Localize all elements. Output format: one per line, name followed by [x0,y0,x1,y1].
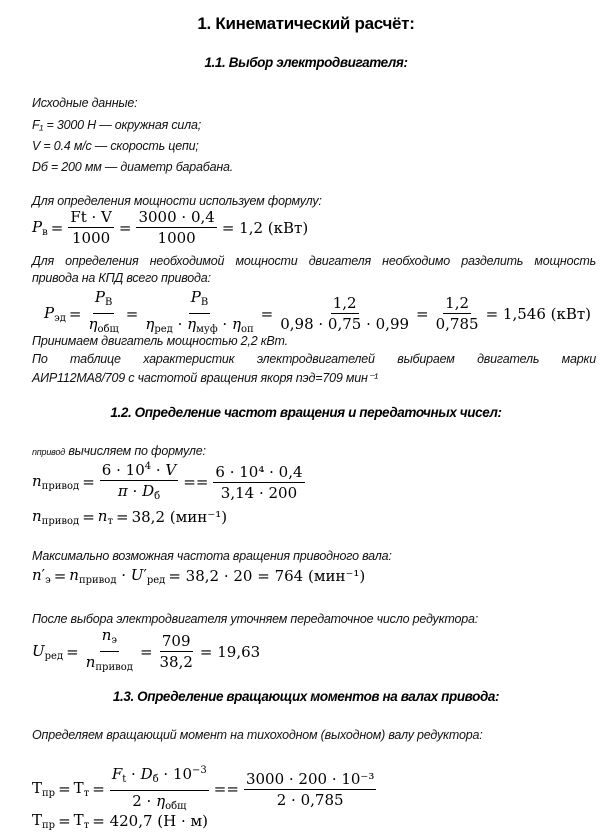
given-line-force: F₁ = 3000 Н — окружная сила; [32,118,202,132]
table-text: По таблице характеристик электродвигателей выбираем двигатель марки [32,352,596,366]
efficiency-text-2: привода на КПД всего привода: [32,271,211,285]
max-speed-text: Максимально возможная частота вращения приводного вала: [32,549,392,563]
efficiency-text: Для определения необходимой мощности двигателя необходимо разделить мощность [32,254,596,268]
refine-ratio-text: После выбора электродвигателя уточняем передаточное число редуктора: [32,612,479,626]
fraction-den: 1000 [157,229,196,247]
formula-drive-speed-result: $n_{привод}$ = $n_т$ = 38,2 (мин⁻¹) [32,507,228,527]
formula-torque-result: $T_{пр}$ = $T_т$ = 420,7 (Н · м) [32,811,209,831]
fraction-num: 3000 · 200 · 10⁻³ [245,769,375,788]
given-line-diameter: Dб = 200 мм — диаметр барабана. [32,160,234,174]
formula-result: = 1,2 (кВт) [221,218,309,237]
power-intro-text: Для определения мощности используем формулу: [32,194,322,208]
torque-intro-text: Определяем вращающий момент на тихоходном (выходном) валу редуктора: [32,728,483,742]
formula-max-speed: $n'_э$ = $n_{привод} \cdot U'_{ред}$ = 38,2 · 20 = 764 (мин⁻¹) [32,566,366,586]
fraction-den: 38,2 [159,653,193,671]
motor-model-text: АИР112МА8/709 с частотой вращения якоря nэд=709 мин⁻¹ [32,371,379,385]
formula-gear-ratio: $U_{ред}$ = $n_э$ $n_{привод}$ = $\frac{709}{38,2}$ = 19,63 [32,626,261,673]
formula-torque: $T_{пр}$ = $T_т$ = $F_t \cdot D_б \cdot 10^{-3}$ $2 \cdot \eta_{общ}$ == $\frac{\text{3000 · 200 · 10⁻³}}{2 \cdot 0,785}$ [32,762,378,816]
n-drive-intro: nпривод вычисляем по формуле: [32,444,206,458]
fraction-den: 0,98 · 0,75 · 0,99 [280,315,410,333]
formula-result: = 19,63 [199,642,261,661]
given-line-speed: V = 0.4 м/с — скорость цепи; [32,139,199,153]
section-heading-1-1: 1.1. Выбор электродвигателя: [204,55,408,70]
given-title: Исходные данные: [32,96,138,110]
accept-motor-text: Принимаем двигатель мощностью 2,2 кВт. [32,334,288,348]
fraction-num: 709 [161,632,191,650]
fraction-num: Ft · V [70,208,112,226]
formula-result: = 1,546 (кВт) [485,304,592,323]
section-heading-1-2: 1.2. Определение частот вращения и передаточных чисел: [110,405,502,420]
page-title: 1. Кинематический расчёт: [197,14,415,33]
n-drive-intro-text: вычисляем по формуле: [68,444,206,458]
fraction-den: 3,14 · 200 [220,483,298,502]
fraction-num: 1,2 [332,294,357,312]
fraction-den: 1000 [72,229,111,247]
fraction-den: 2 · 0,785 [276,790,344,809]
fraction-num: 6 · 10⁴ · 0,4 [215,462,303,481]
formula-result: = 38,2 · 20 = 764 (мин⁻¹) [168,567,366,585]
fraction-num: 1,2 [445,294,470,312]
formula-motor-power: $P_{эд}$ = $P_В$ $\eta_{общ}$ = $P_В$ $\eta_{ред} \cdot \eta_{муф} \cdot \eta_{оп}$ = $\frac{1,2}{0,98 \cdot 0,75 \cdot 0,99}$ = $\frac{1,2}{0,785}$ = 1,546 (кВт) [44,288,592,335]
formula-power-output: $P_в$ = $\frac{Ft \cdot V}{1000}$ = $\frac{3000 \cdot 0,4}{1000}$ = 1,2 (кВт) [32,208,309,247]
formula-result: = 420,7 (Н · м) [92,812,209,830]
section-heading-1-3: 1.3. Определение вращающих моментов на валах привода: [112,689,500,704]
fraction-den: 0,785 [435,315,479,333]
fraction-num: 3000 · 0,4 [138,208,215,226]
formula-result: 38,2 (мин⁻¹) [131,508,228,526]
formula-drive-speed: $n_{привод}$ = $6 \cdot 10^4 \cdot V$ $\pi \cdot D_б$ == $\frac{\text{6 · 10⁴ · 0,4}}{3,14 \cdot 200}$ [32,458,307,506]
